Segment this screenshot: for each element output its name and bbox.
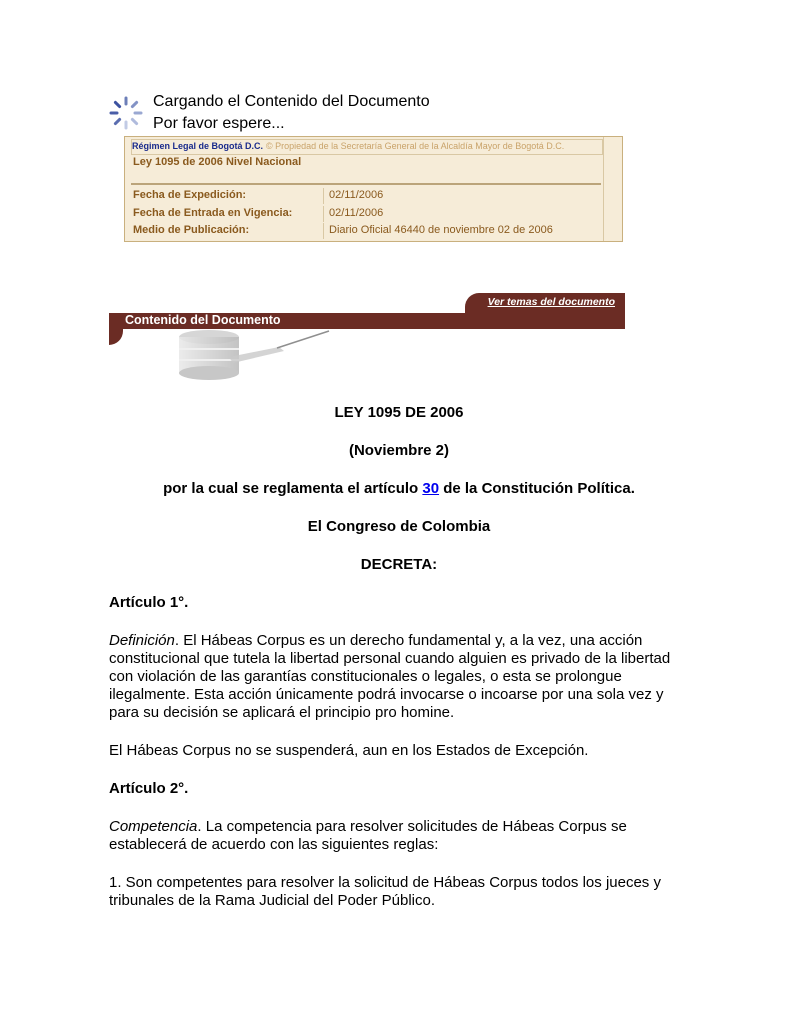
subtitle-text: por la cual se reglamenta el artículo bbox=[163, 480, 423, 497]
regimen-title: Régimen Legal de Bogotá D.C. bbox=[132, 141, 264, 151]
definition-label: Definición bbox=[109, 632, 175, 649]
books-illustration-icon bbox=[169, 327, 399, 387]
article-1-heading: Artículo 1°. bbox=[109, 594, 189, 611]
field-value: 02/11/2006 bbox=[329, 207, 384, 219]
document-title: LEY 1095 DE 2006 bbox=[334, 404, 464, 421]
field-fecha-expedicion bbox=[131, 188, 601, 204]
ley-title-row bbox=[131, 155, 601, 185]
article-1-definition bbox=[109, 632, 689, 722]
field-value: 02/11/2006 bbox=[329, 189, 384, 201]
loading-wait-message: Por favor espere... bbox=[153, 115, 285, 132]
article-2-competence bbox=[109, 818, 689, 854]
banner-curve bbox=[109, 329, 123, 345]
subtitle-text-end: de la Constitución Política. bbox=[439, 480, 635, 497]
field-label: Medio de Publicación: bbox=[133, 224, 250, 236]
propiedad-notice: © Propiedad de la Secretaría General de la Alcaldía Mayor de Bogotá D.C. bbox=[265, 141, 565, 151]
content-banner bbox=[109, 293, 625, 393]
banner-title: Contenido del Documento bbox=[125, 313, 281, 327]
ver-temas-link[interactable]: Ver temas del documento bbox=[487, 296, 615, 308]
article-2-heading: Artículo 2°. bbox=[109, 780, 189, 797]
field-label: Fecha de Entrada en Vigencia: bbox=[133, 207, 293, 219]
field-medio-publicacion bbox=[131, 223, 601, 239]
document-issuer: El Congreso de Colombia bbox=[307, 518, 491, 535]
decreta-heading: DECRETA: bbox=[360, 556, 438, 573]
article-2-paragraph: 1. Son competentes para resolver la solicitud de Hábeas Corpus todos los jueces y tribunales de la Rama Judicial del Poder Público. bbox=[109, 874, 661, 909]
field-fecha-vigencia bbox=[131, 206, 601, 222]
loading-message: Cargando el Contenido del Documento bbox=[153, 93, 430, 110]
ley-title: Ley 1095 de 2006 Nivel Nacional bbox=[133, 156, 302, 168]
field-value: Diario Oficial 46440 de noviembre 02 de 2006 bbox=[329, 224, 553, 236]
regimen-header bbox=[131, 139, 603, 155]
definition-text: . El Hábeas Corpus es un derecho fundamental y, a la vez, una acción constitucional que tutela la libertad personal cuando alguien es privado de la libertad con violación de las garantías constitucionales o legales, o esta se prolongue ilegalmente. Esta acción únicamente podrá invocarse o incoarse por una sola vez y para su decisión se aplicará el principio pro homine. bbox=[109, 632, 671, 721]
temas-tab bbox=[465, 293, 625, 313]
document-metadata-box bbox=[124, 136, 623, 242]
spinner-icon bbox=[108, 95, 144, 131]
competence-text: . La competencia para resolver solicitudes de Hábeas Corpus se establecerá de acuerdo con las siguientes reglas: bbox=[109, 818, 627, 853]
articulo-30-link[interactable]: 30 bbox=[422, 480, 440, 497]
field-label: Fecha de Expedición: bbox=[133, 189, 247, 201]
document-subtitle bbox=[109, 480, 689, 498]
document-date: (Noviembre 2) bbox=[348, 442, 450, 459]
competence-label: Competencia bbox=[109, 818, 198, 835]
document-content bbox=[109, 404, 689, 930]
divider bbox=[603, 137, 604, 241]
article-1-paragraph: El Hábeas Corpus no se suspenderá, aun en los Estados de Excepción. bbox=[109, 742, 589, 759]
